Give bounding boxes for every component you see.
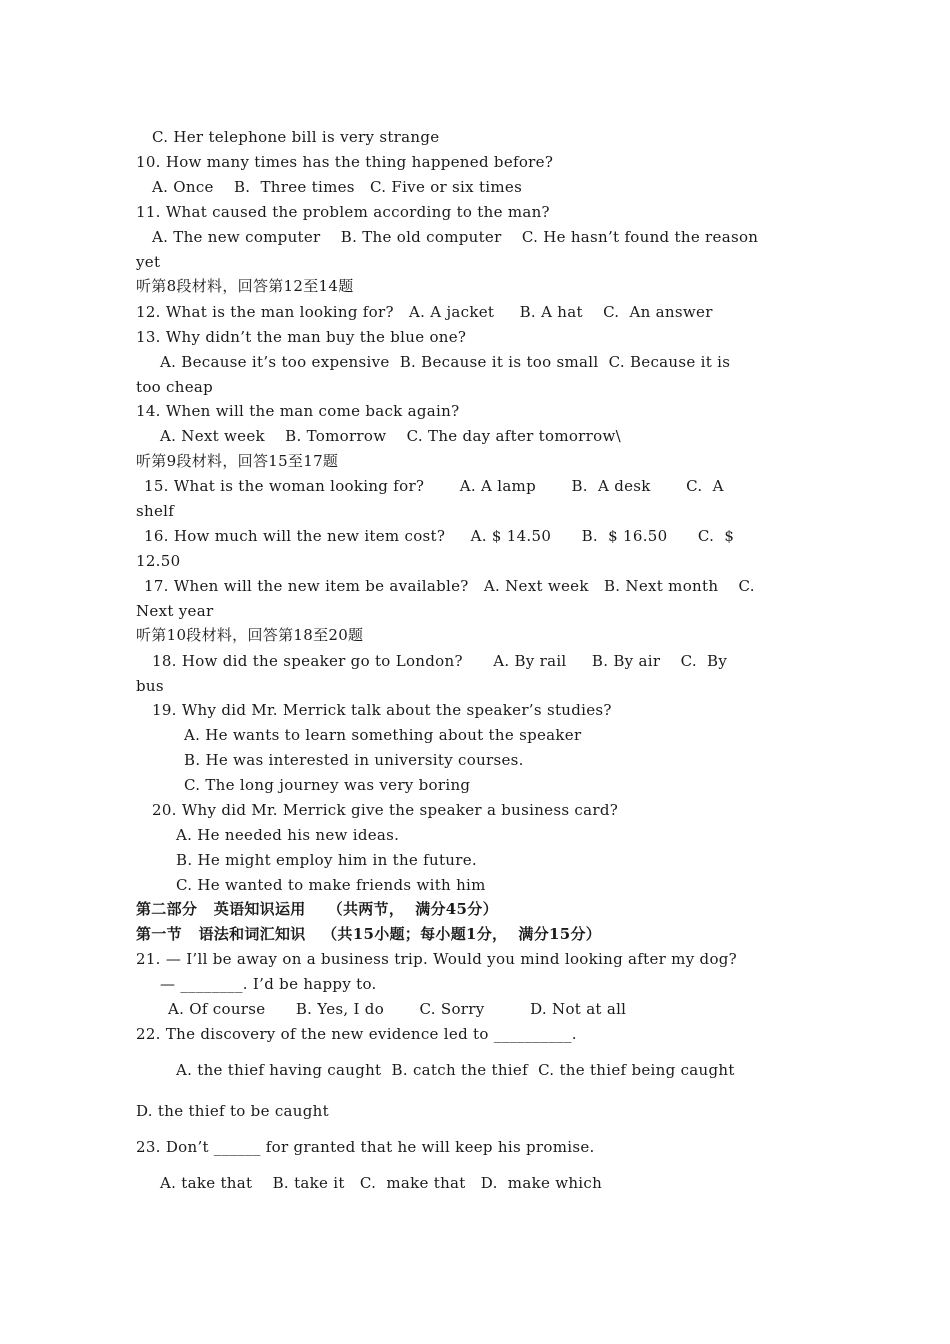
- q13-options-cont: too cheap: [136, 378, 214, 396]
- q19-question: 19. Why did Mr. Merrick talk about the speaker’s studies?: [152, 701, 612, 719]
- q16-options-cont: 12.50: [136, 552, 181, 570]
- q23-options: A. take that B. take it C. make that D. make which: [160, 1174, 603, 1192]
- q20-question: 20. Why did Mr. Merrick give the speaker a business card?: [152, 801, 619, 819]
- q19-option-b: B. He was interested in university courses.: [184, 751, 524, 769]
- q16-question: 16. How much will the new item cost? A. $ 14.50 B. $ 16.50 C. $: [144, 527, 735, 545]
- section-heading-8: 听第8段材料，回答第12至14题: [136, 277, 354, 295]
- q19-option-c: C. The long journey was very boring: [184, 776, 471, 794]
- section-heading-9: 听第9段材料，回答15至17题: [136, 452, 339, 470]
- q13-options: A. Because it’s too expensive B. Because it is too small C. Because it is: [160, 353, 731, 371]
- section-heading-10: 听第10段材料，回答第18至20题: [136, 626, 364, 644]
- q22-option-d: D. the thief to be caught: [136, 1102, 329, 1120]
- q11-options-cont: yet: [136, 253, 161, 271]
- q14-question: 14. When will the man come back again?: [136, 402, 460, 420]
- q11-question: 11. What caused the problem according to the man?: [136, 203, 550, 221]
- part-two-heading: 第二部分 英语知识运用 （共两节， 满分45分）: [136, 900, 498, 918]
- q10-options: A. Once B. Three times C. Five or six times: [152, 178, 523, 196]
- q18-options-cont: bus: [136, 677, 164, 695]
- q17-question: 17. When will the new item be available? A. Next week B. Next month C.: [144, 577, 755, 595]
- q13-question: 13. Why didn’t the man buy the blue one?: [136, 328, 467, 346]
- q21-options: A. Of course B. Yes, I do C. Sorry D. Not at all: [168, 1000, 627, 1018]
- q20-option-c: C. He wanted to make friends with him: [176, 876, 486, 894]
- q11-options: A. The new computer B. The old computer C. He hasn’t found the reason: [152, 228, 759, 246]
- q12-question: 12. What is the man looking for? A. A jacket B. A hat C. An answer: [136, 303, 713, 321]
- q15-options-cont: shelf: [136, 502, 175, 520]
- q14-options: A. Next week B. Tomorrow C. The day after tomorrow\: [160, 427, 621, 445]
- q22-options: A. the thief having caught B. catch the thief C. the thief being caught: [176, 1061, 735, 1079]
- q15-question: 15. What is the woman looking for? A. A lamp B. A desk C. A: [144, 477, 724, 495]
- q17-options-cont: Next year: [136, 602, 214, 620]
- q19-option-a: A. He wants to learn something about the speaker: [184, 726, 582, 744]
- q9-option-c: C. Her telephone bill is very strange: [152, 128, 440, 146]
- q23-question: 23. Don’t ______ for granted that he will keep his promise.: [136, 1138, 595, 1156]
- q10-question: 10. How many times has the thing happened before?: [136, 153, 554, 171]
- section-one-heading: 第一节 语法和词汇知识 （共15小题；每小题1分， 满分15分）: [136, 925, 602, 943]
- q18-question: 18. How did the speaker go to London? A. By rail B. By air C. By: [152, 652, 728, 670]
- q22-question: 22. The discovery of the new evidence led to __________.: [136, 1025, 577, 1043]
- q21-question: 21. — I’ll be away on a business trip. Would you mind looking after my dog?: [136, 950, 738, 968]
- q21-reply: — ________. I’d be happy to.: [160, 975, 377, 993]
- q20-option-a: A. He needed his new ideas.: [176, 826, 400, 844]
- q20-option-b: B. He might employ him in the future.: [176, 851, 477, 869]
